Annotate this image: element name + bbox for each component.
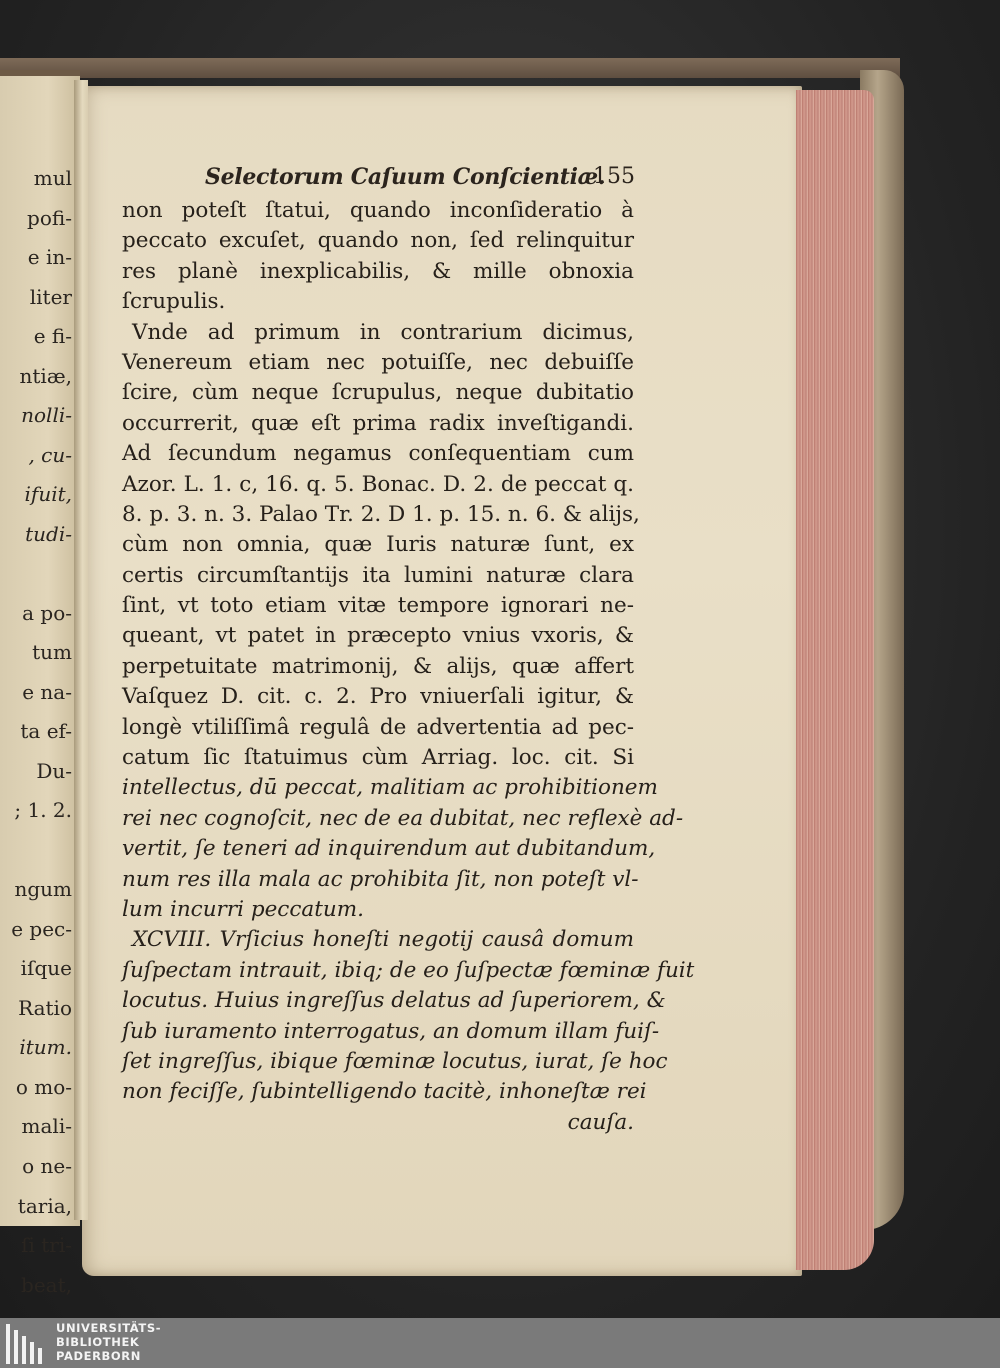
text-line: non poteſt ſtatui, quando inconſideratio à <box>122 198 634 223</box>
text-line: num res illa mala ac prohibita ſit, non poteſt vl- <box>122 866 639 892</box>
running-title: Selectorum Caſuum Conſcientiæ. <box>205 164 606 190</box>
text-line: cauſa. <box>567 1109 634 1135</box>
text-line: locutus. Huius ingreſſus delatus ad ſuperiorem, & <box>122 988 666 1014</box>
left-page-fragment: a po- <box>22 600 72 625</box>
text-line: XCVIII. Vrſicius honeſti negotij causâ domum <box>132 927 634 953</box>
text-line: ſint, vt toto etiam vitæ tempore ignorari ne- <box>122 593 634 619</box>
left-page-fragment: ngum <box>14 877 72 902</box>
left-page-fragment: liter <box>29 284 72 309</box>
text-line: Ad ſecundum negamus conſequentiam cum <box>122 441 634 467</box>
left-page-fragment: ; 1. 2. <box>14 798 72 823</box>
left-page-fragment: , cu- <box>28 442 72 467</box>
text-line: longè vtiliſſimâ regulâ de advertentia ad pec- <box>122 714 634 740</box>
page-fore-edges <box>796 90 874 1270</box>
text-line: ſub iuramento interrogatus, an domum illam fuiſ- <box>122 1018 660 1044</box>
library-logo-icon <box>6 1324 48 1364</box>
text-line: peccato excuſet, quando non, ſed relinquitur <box>122 228 634 254</box>
left-page-fragment: ta ef- <box>20 719 72 744</box>
text-line: perpetuitate matrimonij, & alijs, quæ affert <box>122 653 634 679</box>
library-footer-bar <box>0 1318 1000 1368</box>
left-page-fragment: Du- <box>36 758 72 783</box>
text-line: intellectus, dū peccat, malitiam ac prohibitionem <box>122 775 658 801</box>
left-page-fragment: tudi- <box>25 521 72 546</box>
text-line: queant, vt patet in præcepto vnius vxoris, & <box>122 623 634 649</box>
left-page-fragment: ifuit, <box>24 482 72 507</box>
text-line: vertit, ſe teneri ad inquirendum aut dubitandum, <box>122 836 656 862</box>
text-line: Venereum etiam nec potuiſſe, nec debuiſſe <box>122 349 634 375</box>
logo-line: UNIVERSITÄTS- <box>56 1321 162 1335</box>
text-line: ſuſpectam intrauit, ibiq; de eo ſuſpectæ fœminæ fuit <box>122 957 695 983</box>
text-line: ſet ingreſſus, ibique fœminæ locutus, iurat, ſe hoc <box>122 1048 668 1074</box>
left-page-fragment: iſque <box>20 956 72 981</box>
text-line: catum ſic ſtatuimus cùm Arriag. loc. cit. Si <box>122 745 634 771</box>
left-page-fragment: e na- <box>22 679 72 704</box>
running-header <box>205 164 635 198</box>
text-line: res planè inexplicabilis, & mille obnoxia <box>122 258 634 284</box>
text-line: ſcire, cùm neque ſcrupulus, neque dubitatio <box>122 380 634 406</box>
left-page-fragment: pofi- <box>27 205 72 230</box>
left-page-fragment: mul <box>33 166 72 190</box>
left-page-fragment: tum <box>32 640 72 665</box>
left-page-fragment: ntiæ, <box>19 363 72 388</box>
page-number: 155 <box>593 164 635 189</box>
text-line: certis circumſtantijs ita lumini naturæ clara <box>122 562 634 588</box>
text-line: non feciſſe, ſubintelligendo tacitè, inhoneſtæ rei <box>122 1079 647 1105</box>
body-text <box>122 196 695 1138</box>
logo-line: BIBLIOTHEK <box>56 1335 140 1349</box>
logo-line: PADERBORN <box>56 1349 141 1363</box>
text-line: Vnde ad primum in contrarium dicimus, <box>132 319 634 345</box>
left-page-fragment: mali- <box>21 1114 72 1139</box>
book-gutter <box>74 80 88 1220</box>
text-line: occurrerit, quæ eſt prima radix inveſtigandi. <box>122 410 634 436</box>
left-page-fragment: o ne- <box>22 1154 72 1178</box>
left-page-fragment: ſi tri- <box>21 1233 72 1258</box>
left-page-fragment: e in- <box>27 245 72 270</box>
left-page-fragment: e fi- <box>33 324 72 349</box>
left-page-fragment: nolli- <box>21 403 72 428</box>
left-page-fragment: Ratio <box>18 995 72 1020</box>
text-line: Vaſquez D. cit. c. 2. Pro vniuerſali igitur, & <box>122 684 634 710</box>
book-cover-top-edge <box>0 58 900 78</box>
library-logo-text <box>56 1321 161 1363</box>
text-line: lum incurri peccatum. <box>122 896 364 922</box>
text-line: 8. p. 3. n. 3. Palao Tr. 2. D 1. p. 15. n. 6. & alijs, <box>122 501 640 527</box>
left-page-fragment: itum. <box>19 1035 72 1060</box>
text-line: ſcrupulis. <box>122 289 226 315</box>
left-page-fragment: o mo- <box>15 1074 72 1099</box>
text-line: rei nec cognoſcit, nec de ea dubitat, nec reflexè ad- <box>122 805 684 831</box>
left-page-fragment: beat, <box>21 1272 72 1297</box>
left-page <box>0 70 80 1297</box>
left-page-fragment: taria, <box>17 1193 72 1218</box>
left-page-fragment: e pec- <box>11 916 72 941</box>
text-line: Azor. L. 1. c, 16. q. 5. Bonac. D. 2. de peccat q. <box>122 471 634 497</box>
text-line: cùm non omnia, quæ Iuris naturæ ſunt, ex <box>122 532 634 558</box>
